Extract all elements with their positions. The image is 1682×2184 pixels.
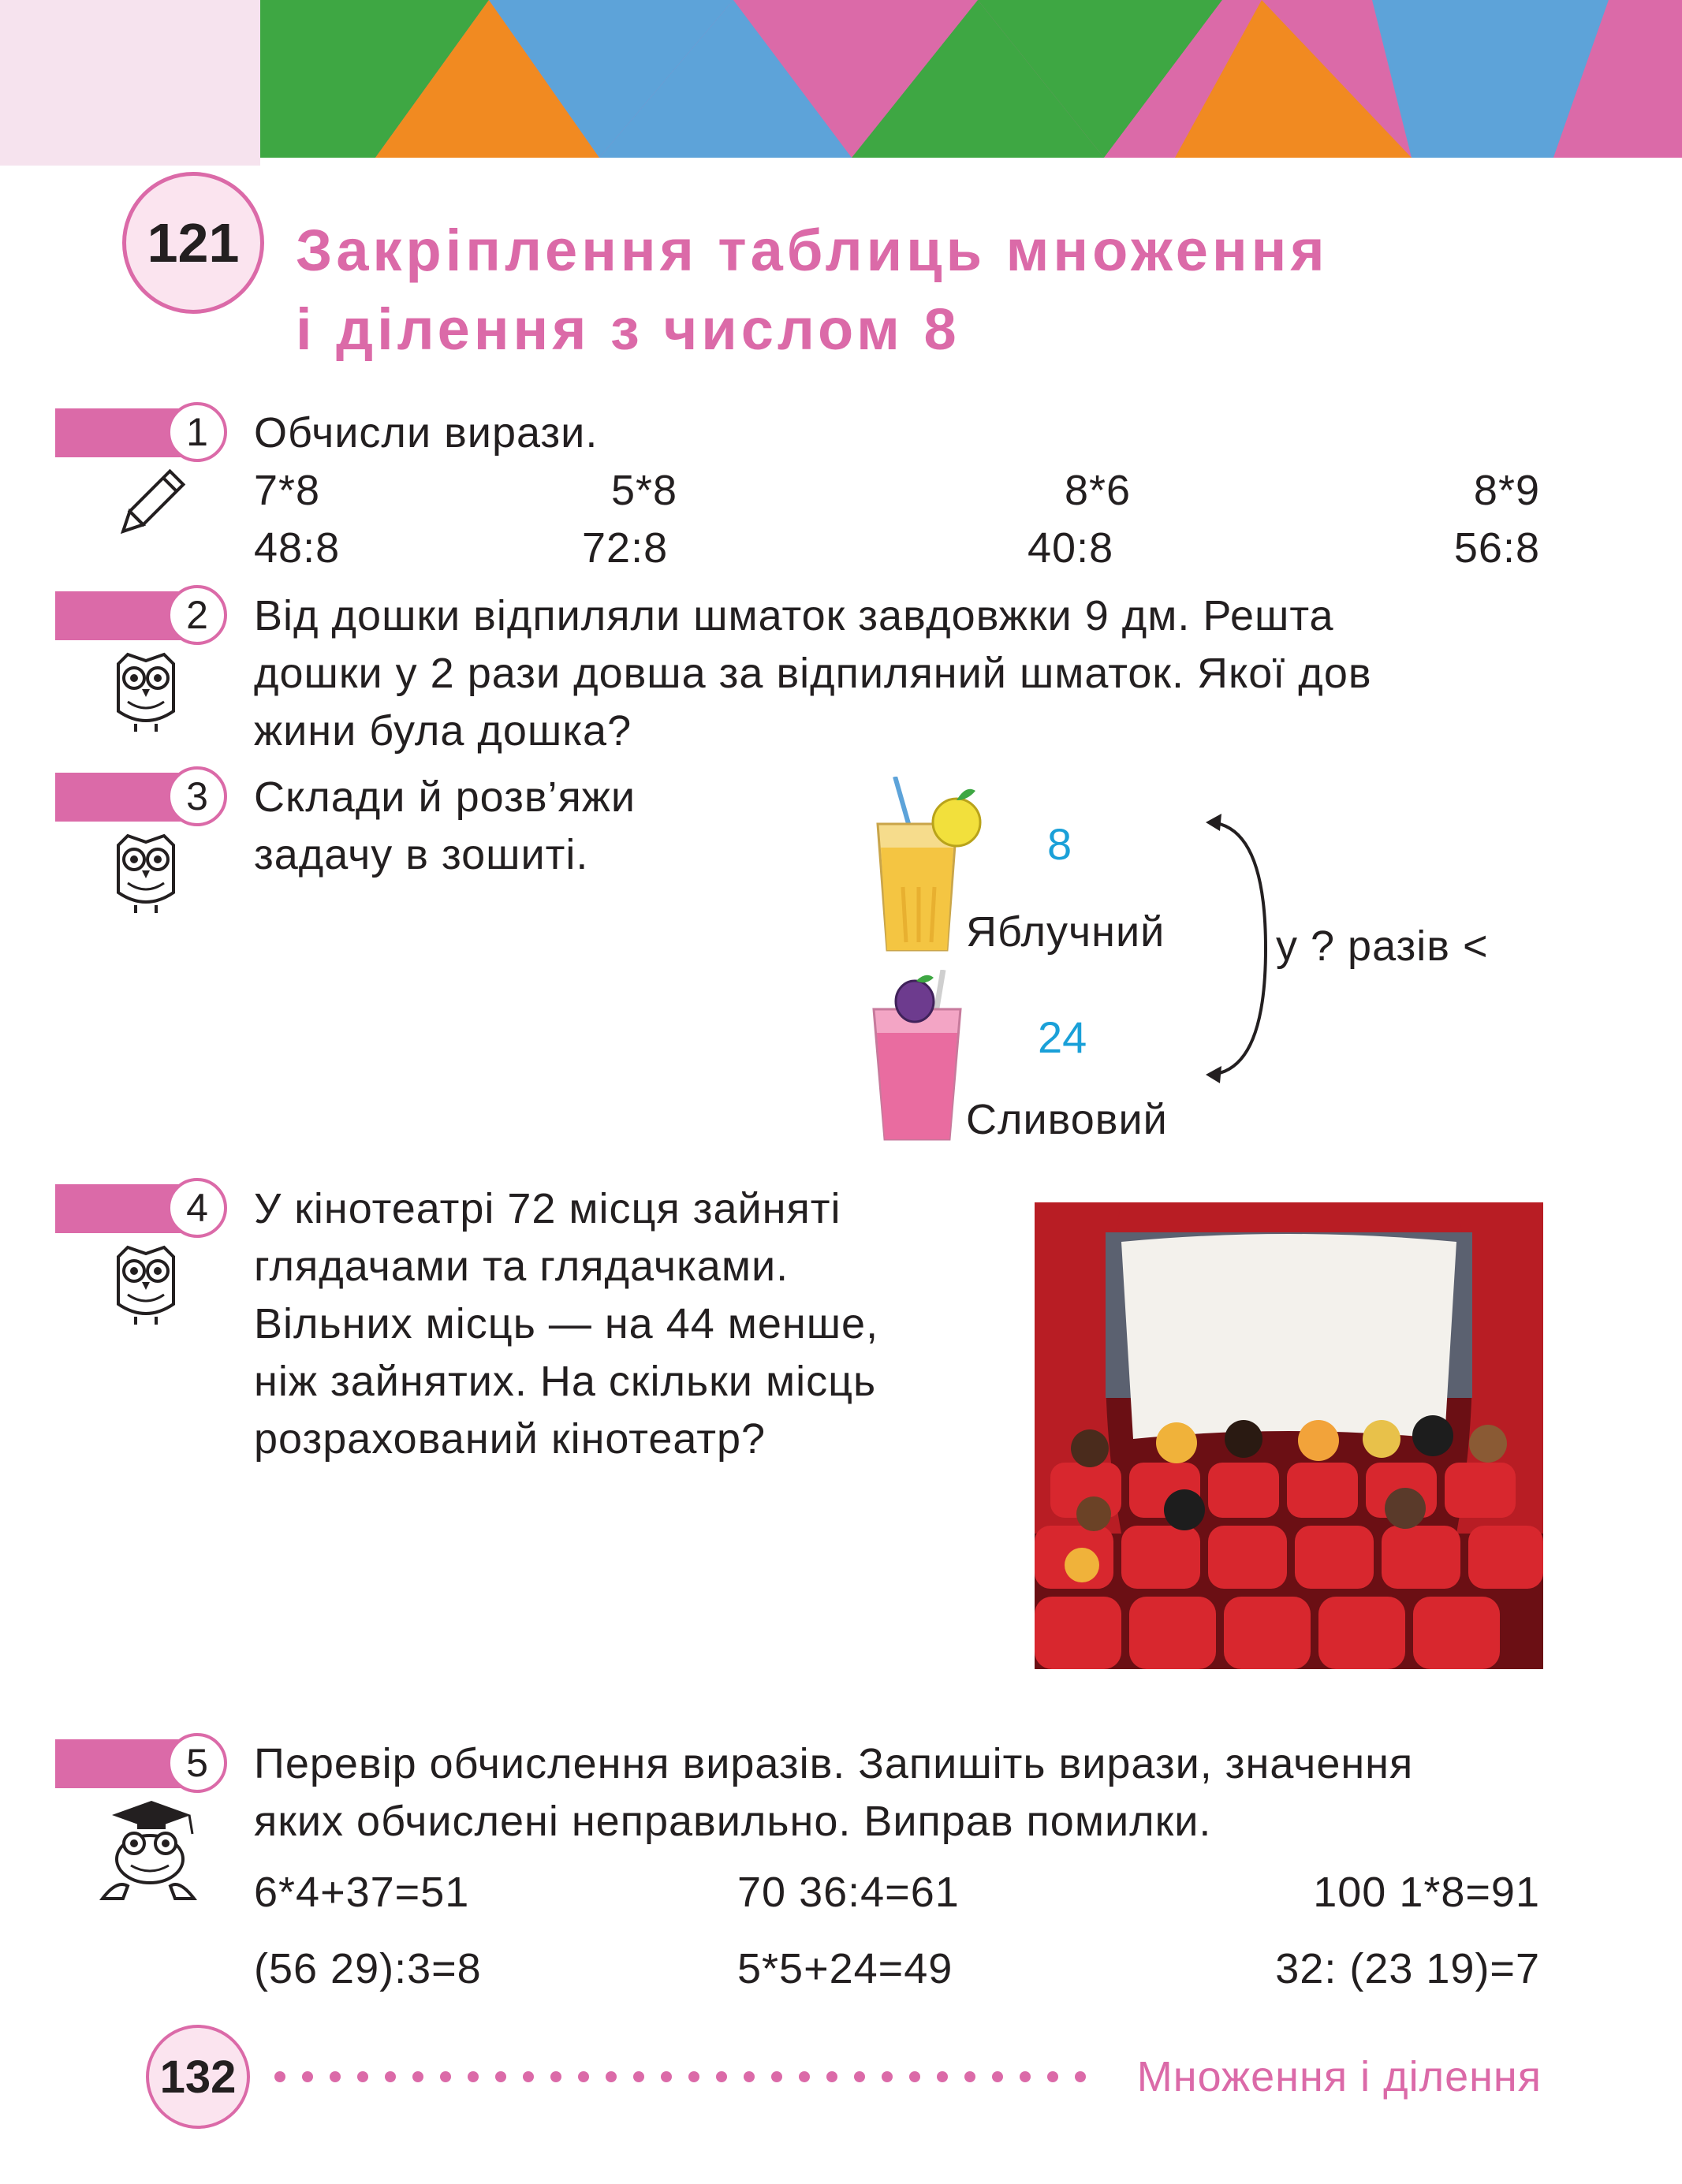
task5-text-line: яких обчислені неправильно. Виправ помилки.: [254, 1798, 1212, 1845]
plum-juice-label: Сливовий: [966, 1096, 1168, 1143]
footer-section-title: Множення і ділення: [1136, 2053, 1542, 2100]
task1-expr: 48:8: [254, 524, 341, 572]
comparison-text: у ? разів <: [1276, 922, 1489, 970]
task1-prompt: Обчисли вирази.: [254, 409, 599, 457]
task4-text-line: розрахований кінотеатр?: [254, 1415, 766, 1463]
task-number: 2: [167, 585, 227, 645]
task3-text-line: задачу в зошиті.: [254, 831, 589, 878]
owl-icon: [110, 829, 181, 916]
task5-expr: 6*4+37=51: [254, 1869, 470, 1916]
apple-juice-value: 8: [1047, 819, 1072, 869]
task2-text-line: дошки у 2 рази довша за відпиляний шматок. Якої дов: [254, 650, 1372, 697]
task4-text-line: Вільних місць — на 44 менше,: [254, 1300, 879, 1347]
plum-juice-value: 24: [1038, 1012, 1087, 1062]
task-number: 3: [167, 766, 227, 826]
task4-text-line: У кінотеатрі 72 місця зайняті: [254, 1185, 841, 1232]
apple-juice-label: Яблучний: [966, 908, 1165, 956]
frog-graduate-icon: [96, 1798, 199, 1904]
task5-expr: 32: (23 19)=7: [1275, 1945, 1540, 1992]
task5-expr: 100 1*8=91: [1313, 1869, 1540, 1916]
task2-text-line: Від дошки відпиляли шматок завдовжки 9 дм. Решта: [254, 592, 1334, 639]
task4-text-line: ніж зайнятих. На скільки місць: [254, 1358, 877, 1405]
task1-expr: 8*6: [1065, 467, 1132, 514]
task1-expr: 56:8: [1453, 524, 1540, 572]
task-number: 4: [167, 1178, 227, 1238]
task3-text-line: Склади й розв’яжи: [254, 773, 636, 821]
task1-expr: 7*8: [254, 467, 321, 514]
page-number: 132: [146, 2025, 250, 2129]
task-number: 1: [167, 402, 227, 462]
lesson-title-line1: Закріплення таблиць множення: [296, 218, 1329, 283]
owl-icon: [110, 1241, 181, 1328]
task5-text-line: Перевір обчислення виразів. Запишіть вирази, значення: [254, 1740, 1414, 1787]
top-banner: [0, 0, 1682, 166]
task5-expr: (56 29):3=8: [254, 1945, 482, 1992]
task1-expr: 72:8: [582, 524, 669, 572]
task-number: 5: [167, 1733, 227, 1793]
task1-expr: 8*9: [1473, 467, 1540, 514]
lesson-title-line2: і ділення з числом 8: [296, 296, 960, 362]
task5-expr: 70 36:4=61: [737, 1869, 960, 1916]
lesson-number: 121: [122, 172, 264, 314]
comparison-brace: [1203, 811, 1281, 1086]
owl-icon: [110, 648, 181, 735]
task1-expr: 40:8: [1027, 524, 1114, 572]
pencil-icon: [110, 465, 189, 544]
task2-text-line: жини була дошка?: [254, 707, 632, 755]
footer-dotted-line: [272, 2067, 1092, 2086]
cinema-illustration: [1035, 1202, 1543, 1669]
task1-expr: 5*8: [611, 467, 678, 514]
task5-expr: 5*5+24=49: [737, 1945, 953, 1992]
task4-text-line: глядачами та глядачками.: [254, 1243, 789, 1290]
